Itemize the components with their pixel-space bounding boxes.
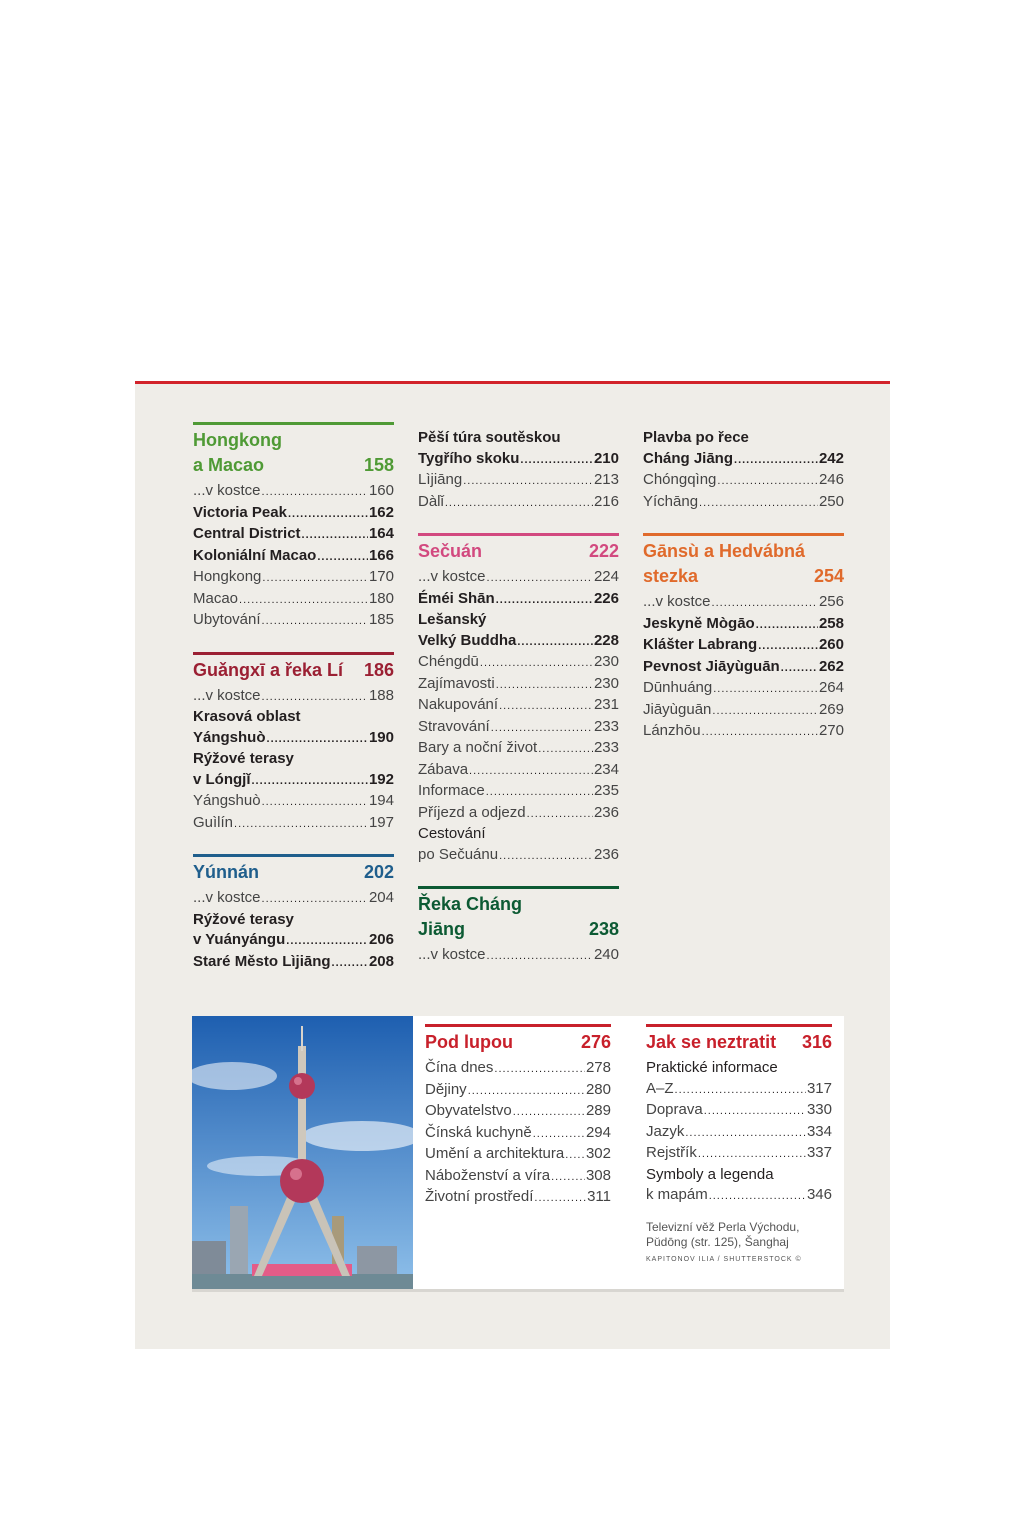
entry-page: 170 bbox=[368, 568, 394, 585]
entry-page: 302 bbox=[585, 1145, 611, 1162]
leader-dots bbox=[267, 728, 368, 750]
entry-page: 216 bbox=[593, 492, 619, 510]
entry-label: Stravování bbox=[418, 717, 490, 735]
entry-label: Dàlǐ bbox=[418, 492, 444, 510]
entry-label: Yángshuò bbox=[193, 792, 261, 809]
pod-lupou-section bbox=[425, 1024, 611, 1209]
toc-entry[interactable] bbox=[425, 1187, 611, 1209]
top-entries bbox=[418, 428, 619, 513]
entry-label: Velký Buddha bbox=[418, 631, 517, 649]
section-heading bbox=[193, 422, 394, 478]
toc-entry[interactable] bbox=[643, 721, 844, 743]
jak-se-neztratit-section bbox=[646, 1024, 832, 1207]
leader-dots bbox=[734, 449, 818, 471]
leader-dots bbox=[262, 610, 368, 632]
entry-label: Příjezd a odjezd bbox=[418, 803, 526, 821]
leader-dots bbox=[698, 1143, 806, 1165]
entry-label-line: Plavba po řece bbox=[643, 429, 749, 446]
entry-page: 269 bbox=[818, 700, 844, 718]
entry-label-line: Krasová oblast bbox=[193, 708, 301, 725]
leader-dots bbox=[704, 1100, 806, 1122]
toc-entry[interactable] bbox=[193, 546, 394, 568]
section-title: Hongkong bbox=[193, 430, 282, 450]
leader-dots bbox=[499, 695, 593, 717]
entry-label: Dějiny bbox=[425, 1080, 467, 1098]
leader-dots bbox=[756, 614, 818, 636]
leader-dots bbox=[534, 1187, 586, 1209]
section-heading bbox=[193, 652, 394, 683]
toc-entry[interactable] bbox=[193, 503, 394, 525]
leader-dots bbox=[538, 738, 593, 760]
entry-page: 280 bbox=[585, 1080, 611, 1098]
leader-dots bbox=[712, 592, 818, 614]
section-title-line bbox=[425, 1030, 611, 1055]
toc-entry[interactable] bbox=[418, 567, 619, 589]
entry-page: 260 bbox=[818, 636, 844, 653]
entry-page: 230 bbox=[593, 653, 619, 670]
photo-caption: Televizní věž Perla Východu, Pǔdōng (str. 125), Šanghaj bbox=[646, 1220, 800, 1249]
toc-entry[interactable] bbox=[193, 524, 394, 546]
toc-entry[interactable] bbox=[418, 449, 619, 471]
leader-dots bbox=[675, 1079, 806, 1101]
entry-page: 334 bbox=[806, 1122, 832, 1140]
toc-entry[interactable] bbox=[418, 631, 619, 653]
leader-dots bbox=[262, 567, 368, 589]
entry-label: Yíchāng bbox=[643, 492, 699, 510]
entry-label: Koloniální Macao bbox=[193, 546, 317, 564]
toc-entry[interactable] bbox=[193, 567, 394, 589]
entry-label: Lánzhōu bbox=[643, 722, 701, 739]
section-title: Jak se neztratit bbox=[646, 1032, 777, 1052]
entry-label: Čína dnes bbox=[425, 1059, 494, 1076]
section-heading bbox=[643, 533, 844, 589]
toc-entry[interactable] bbox=[193, 610, 394, 632]
toc-entry[interactable] bbox=[193, 930, 394, 952]
entry-page: 210 bbox=[593, 449, 619, 467]
entry-label: Guìlín bbox=[193, 813, 234, 831]
section-title-line bbox=[418, 539, 619, 564]
entry-page: 188 bbox=[368, 686, 394, 704]
section-title: stezka bbox=[643, 566, 699, 586]
section-secuan bbox=[418, 533, 619, 866]
toc-entry[interactable] bbox=[418, 945, 619, 967]
toc-entry[interactable] bbox=[193, 791, 394, 813]
entry-label: A–Z bbox=[646, 1079, 674, 1097]
toc-entry[interactable] bbox=[425, 1080, 611, 1102]
entry-page: 226 bbox=[593, 589, 619, 607]
entry-label: Éméi Shān bbox=[418, 589, 495, 607]
toc-entry[interactable] bbox=[646, 1100, 832, 1122]
leader-dots bbox=[487, 567, 593, 589]
leader-dots bbox=[262, 888, 368, 910]
entry-page: 330 bbox=[806, 1101, 832, 1118]
section-title: Gānsù a Hedvábná bbox=[643, 541, 806, 561]
section-page: 186 bbox=[363, 659, 394, 680]
entry-page: 162 bbox=[368, 503, 394, 521]
leader-dots bbox=[262, 686, 368, 708]
entry-label: v Yuányángu bbox=[193, 931, 286, 948]
leader-dots bbox=[717, 470, 818, 492]
entry-page: 213 bbox=[593, 471, 619, 488]
toc-entry[interactable] bbox=[418, 695, 619, 717]
leader-dots bbox=[709, 1185, 806, 1207]
top-entries bbox=[643, 428, 844, 513]
toc-entry[interactable] bbox=[193, 589, 394, 611]
entry-label: Čínská kuchyně bbox=[425, 1123, 532, 1141]
entry-label: Macao bbox=[193, 589, 239, 607]
toc-entry[interactable] bbox=[418, 781, 619, 803]
entry-page: 246 bbox=[818, 471, 844, 488]
entry-page: 208 bbox=[368, 952, 394, 970]
toc-entry[interactable] bbox=[418, 760, 619, 782]
entry-label: Zábava bbox=[418, 760, 469, 778]
leader-dots bbox=[239, 589, 368, 611]
leader-dots bbox=[262, 791, 368, 813]
toc-entry[interactable] bbox=[646, 1122, 832, 1144]
entry-page: 233 bbox=[593, 717, 619, 735]
leader-dots bbox=[551, 1166, 585, 1188]
entry-label-line: Rýžové terasy bbox=[193, 750, 294, 767]
entry-page: 190 bbox=[368, 728, 394, 746]
section-title-line bbox=[418, 917, 619, 942]
leader-dots bbox=[491, 717, 593, 739]
entry-page: 224 bbox=[593, 568, 619, 585]
entry-page: 194 bbox=[368, 792, 394, 809]
leader-dots bbox=[262, 481, 368, 503]
entry-label: k mapám bbox=[646, 1186, 708, 1203]
leader-dots bbox=[486, 781, 593, 803]
leader-dots bbox=[513, 1101, 585, 1123]
entry-page: 236 bbox=[593, 845, 619, 863]
leader-dots bbox=[517, 631, 593, 653]
section-title-line bbox=[643, 539, 844, 564]
toc-entry[interactable] bbox=[643, 635, 844, 657]
section-title: Guǎngxī a řeka Lí bbox=[193, 659, 344, 680]
entry-page: 258 bbox=[818, 614, 844, 632]
entry-label: Lìjiāng bbox=[418, 471, 463, 488]
entry-label-line: Praktické informace bbox=[646, 1059, 778, 1076]
toc-entry[interactable] bbox=[643, 470, 844, 492]
entry-label-line: Lešanský bbox=[418, 611, 487, 628]
section-title-line bbox=[193, 860, 394, 885]
leader-dots bbox=[499, 845, 593, 867]
toc-entry[interactable] bbox=[418, 717, 619, 739]
entry-label: Hongkong bbox=[193, 568, 262, 585]
entry-page: 233 bbox=[593, 739, 619, 756]
section-title: a Macao bbox=[193, 455, 265, 475]
entry-label: ...v kostce bbox=[418, 568, 486, 585]
toc-entry[interactable] bbox=[643, 657, 844, 679]
toc-entry[interactable] bbox=[193, 813, 394, 835]
toc-entry[interactable] bbox=[646, 1185, 832, 1207]
contents-column-2 bbox=[418, 428, 619, 987]
entry-page: 240 bbox=[593, 946, 619, 963]
toc-entry[interactable] bbox=[193, 770, 394, 792]
leader-dots bbox=[712, 700, 818, 722]
entry-label: Chóngqìng bbox=[643, 471, 717, 488]
toc-entry[interactable] bbox=[425, 1166, 611, 1188]
toc-entry[interactable] bbox=[425, 1101, 611, 1123]
toc-entry[interactable] bbox=[425, 1144, 611, 1166]
entry-page: 231 bbox=[593, 696, 619, 713]
entry-page: 236 bbox=[593, 803, 619, 821]
entry-label: Pevnost Jiāyùguān bbox=[643, 657, 780, 675]
leader-dots bbox=[685, 1122, 806, 1144]
entry-label: Bary a noční život bbox=[418, 739, 538, 756]
section-title: Jiāng bbox=[418, 919, 466, 939]
entry-page: 185 bbox=[368, 611, 394, 628]
entry-label: Jeskyně Mògāo bbox=[643, 614, 755, 632]
leader-dots bbox=[463, 470, 593, 492]
toc-entry[interactable] bbox=[643, 492, 844, 514]
section-page: 222 bbox=[588, 541, 619, 561]
entry-label: Central District bbox=[193, 525, 301, 542]
entry-label: Informace bbox=[418, 782, 485, 799]
entry-label-line: Cestování bbox=[418, 825, 486, 842]
entry-label: Klášter Labrang bbox=[643, 636, 758, 653]
entry-label: Yángshuò bbox=[193, 728, 266, 746]
toc-entry[interactable] bbox=[646, 1143, 832, 1165]
entry-label: Zajímavosti bbox=[418, 674, 495, 692]
entry-page: 308 bbox=[585, 1166, 611, 1184]
section-gansu bbox=[643, 533, 844, 743]
entry-page: 228 bbox=[593, 631, 619, 649]
toc-entry[interactable] bbox=[418, 492, 619, 514]
leader-dots bbox=[468, 1080, 585, 1102]
entry-page: 242 bbox=[818, 449, 844, 467]
toc-entry[interactable] bbox=[193, 888, 394, 910]
toc-entry[interactable] bbox=[418, 803, 619, 825]
entry-label: ...v kostce bbox=[418, 946, 486, 963]
toc-entry[interactable] bbox=[646, 1079, 832, 1101]
toc-entry[interactable] bbox=[193, 686, 394, 708]
entry-label: ...v kostce bbox=[193, 482, 261, 499]
leader-dots bbox=[702, 721, 818, 743]
section-title: Řeka Cháng bbox=[418, 894, 523, 914]
entry-page: 164 bbox=[368, 525, 394, 542]
section-guangxi bbox=[193, 652, 394, 835]
entry-label: Chéngdū bbox=[418, 653, 479, 670]
contents-column-1 bbox=[193, 422, 394, 993]
entry-label: Tygřího skoku bbox=[418, 449, 520, 467]
entry-page: 289 bbox=[585, 1102, 611, 1119]
leader-dots bbox=[520, 449, 593, 471]
entry-page: 278 bbox=[585, 1059, 611, 1076]
section-page: 276 bbox=[580, 1032, 611, 1052]
feature-box bbox=[192, 1016, 844, 1292]
leader-dots bbox=[332, 952, 368, 974]
section-heading bbox=[193, 854, 394, 885]
toc-entry[interactable] bbox=[643, 614, 844, 636]
toc-entry[interactable] bbox=[193, 481, 394, 503]
section-title: Sečuán bbox=[418, 541, 483, 561]
leader-dots bbox=[713, 678, 818, 700]
toc-entry[interactable] bbox=[643, 700, 844, 722]
entry-label: Doprava bbox=[646, 1101, 703, 1118]
leader-dots bbox=[445, 492, 593, 514]
entry-label-line: Symboly a legenda bbox=[646, 1165, 774, 1183]
entry-page: 311 bbox=[587, 1188, 611, 1205]
entry-page: 262 bbox=[818, 657, 844, 675]
entry-page: 230 bbox=[593, 674, 619, 692]
section-title-line bbox=[646, 1030, 832, 1055]
leader-dots bbox=[496, 674, 593, 696]
entry-page: 234 bbox=[593, 760, 619, 778]
entry-page: 180 bbox=[368, 589, 394, 607]
entry-label: ...v kostce bbox=[193, 889, 261, 906]
entry-label: Nakupování bbox=[418, 696, 499, 713]
entry-label: Jazyk bbox=[646, 1122, 685, 1140]
section-title-line bbox=[643, 564, 844, 589]
section-title: Pod lupou bbox=[425, 1032, 513, 1052]
section-heading bbox=[418, 533, 619, 564]
entry-page: 166 bbox=[368, 546, 394, 564]
section-page: 238 bbox=[588, 919, 619, 939]
entry-page: 235 bbox=[593, 782, 619, 799]
entry-page: 317 bbox=[806, 1079, 832, 1097]
leader-dots bbox=[487, 945, 593, 967]
leader-dots bbox=[286, 930, 368, 952]
entry-label: v Lóngjǐ bbox=[193, 770, 251, 788]
leader-dots bbox=[527, 803, 593, 825]
entry-page: 346 bbox=[806, 1186, 832, 1203]
entry-label: Životní prostředí bbox=[425, 1188, 534, 1205]
leader-dots bbox=[781, 657, 818, 679]
tv-tower-photo bbox=[192, 1016, 413, 1289]
entry-page: 204 bbox=[368, 889, 394, 906]
leader-dots bbox=[252, 770, 368, 792]
section-heading bbox=[646, 1024, 832, 1055]
entry-label: Victoria Peak bbox=[193, 503, 287, 521]
toc-entry[interactable] bbox=[425, 1123, 611, 1145]
leader-dots bbox=[302, 524, 368, 546]
toc-entry[interactable] bbox=[643, 449, 844, 471]
leader-dots bbox=[234, 813, 368, 835]
toc-entry[interactable] bbox=[193, 952, 394, 974]
entry-page: 250 bbox=[818, 492, 844, 510]
section-page: 254 bbox=[813, 566, 844, 586]
leader-dots bbox=[288, 503, 368, 525]
entry-label: Rejstřík bbox=[646, 1144, 697, 1161]
leader-dots bbox=[496, 589, 593, 611]
section-page: 316 bbox=[801, 1032, 832, 1052]
entry-label: Cháng Jiāng bbox=[643, 449, 734, 467]
entry-label: ...v kostce bbox=[193, 686, 261, 704]
toc-entry[interactable] bbox=[425, 1058, 611, 1080]
toc-entry[interactable] bbox=[418, 674, 619, 696]
section-heading bbox=[418, 886, 619, 942]
entry-label-line: Pěší túra soutěskou bbox=[418, 429, 561, 446]
section-heading bbox=[425, 1024, 611, 1055]
toc-entry[interactable] bbox=[418, 738, 619, 760]
toc-entry[interactable] bbox=[193, 728, 394, 750]
section-title-line bbox=[418, 892, 619, 917]
toc-entry[interactable] bbox=[643, 678, 844, 700]
leader-dots bbox=[565, 1144, 585, 1166]
toc-entry[interactable] bbox=[418, 589, 619, 611]
entry-page: 337 bbox=[806, 1144, 832, 1161]
entry-page: 206 bbox=[368, 931, 394, 948]
toc-entry[interactable] bbox=[418, 652, 619, 674]
section-title: Yúnnán bbox=[193, 862, 259, 882]
entry-label: Dūnhuáng bbox=[643, 679, 713, 696]
section-hongkong bbox=[193, 422, 394, 632]
section-title-line bbox=[193, 428, 394, 453]
section-title-line bbox=[193, 658, 394, 683]
section-title-line bbox=[193, 453, 394, 478]
entry-label: Jiāyùguān bbox=[643, 700, 712, 718]
entry-label-line: Rýžové terasy bbox=[193, 910, 294, 928]
contents-column-3 bbox=[643, 428, 844, 763]
leader-dots bbox=[469, 760, 593, 782]
entry-label: Obyvatelstvo bbox=[425, 1102, 512, 1119]
leader-dots bbox=[494, 1058, 585, 1080]
toc-entry[interactable] bbox=[643, 592, 844, 614]
section-reka bbox=[418, 886, 619, 967]
entry-label: Ubytování bbox=[193, 611, 261, 628]
leader-dots bbox=[699, 492, 818, 514]
entry-label: Náboženství a víra bbox=[425, 1166, 551, 1184]
entry-label: po Sečuánu bbox=[418, 845, 499, 863]
entry-label: Staré Město Lìjiāng bbox=[193, 952, 331, 970]
toc-entry[interactable] bbox=[418, 845, 619, 867]
toc-entry[interactable] bbox=[418, 470, 619, 492]
entry-page: 294 bbox=[585, 1123, 611, 1141]
entry-label: ...v kostce bbox=[643, 593, 711, 610]
entry-page: 197 bbox=[368, 813, 394, 831]
photo-credit: KAPITONOV ILIA / SHUTTERSTOCK © bbox=[646, 1256, 802, 1263]
section-yunnan bbox=[193, 854, 394, 973]
leader-dots bbox=[533, 1123, 585, 1145]
entry-page: 264 bbox=[818, 679, 844, 696]
entry-page: 270 bbox=[818, 722, 844, 739]
entry-page: 256 bbox=[818, 593, 844, 610]
leader-dots bbox=[317, 546, 368, 568]
leader-dots bbox=[758, 635, 818, 657]
leader-dots bbox=[480, 652, 593, 674]
entry-label: Umění a architektura bbox=[425, 1145, 565, 1162]
entry-page: 160 bbox=[368, 482, 394, 499]
section-page: 202 bbox=[363, 862, 394, 882]
section-page: 158 bbox=[363, 455, 394, 475]
entry-page: 192 bbox=[368, 770, 394, 788]
